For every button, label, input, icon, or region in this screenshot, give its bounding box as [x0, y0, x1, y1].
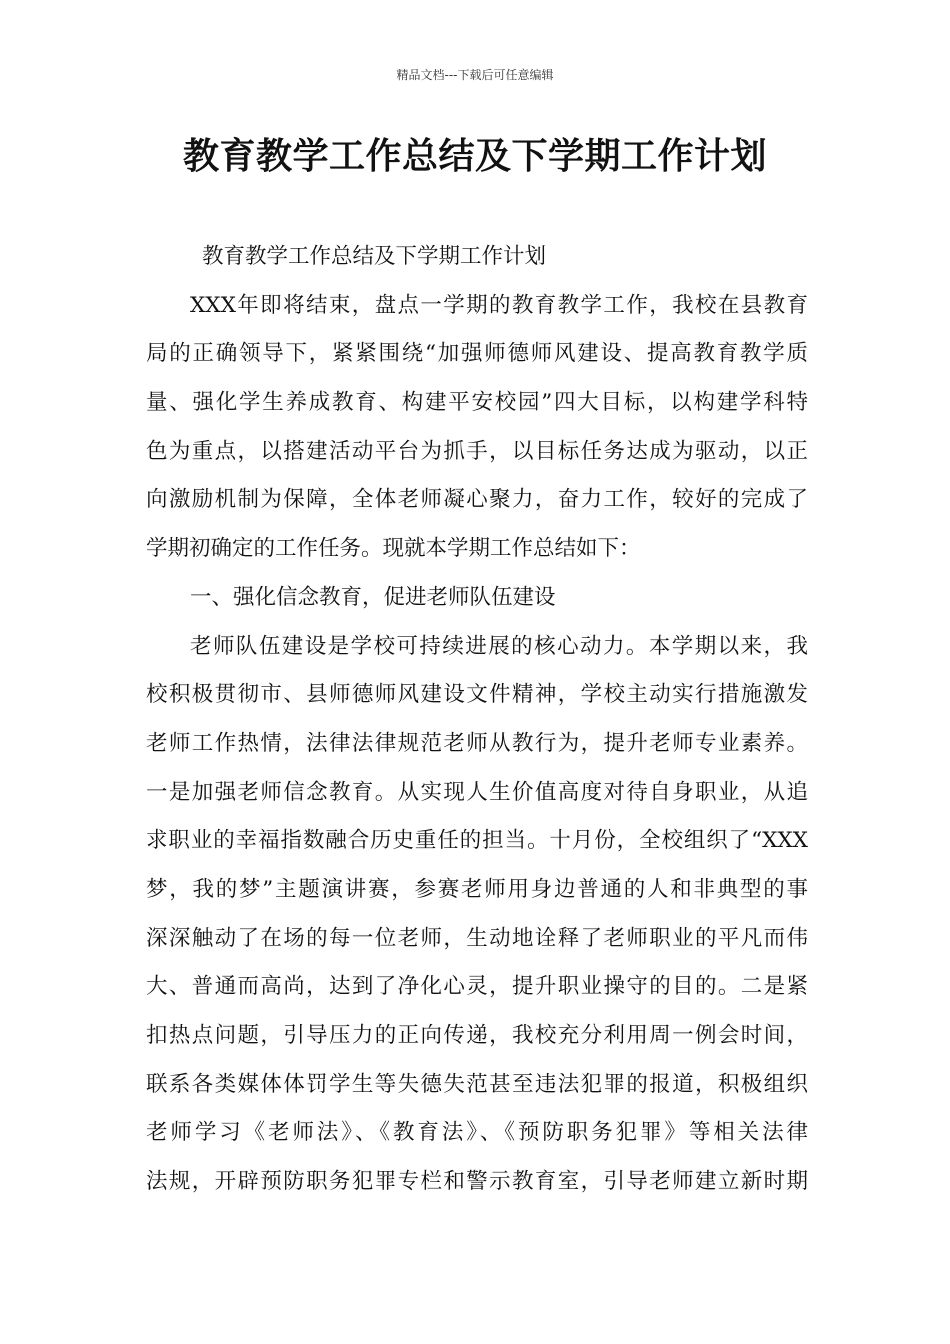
paragraph-line: 联系各类媒体体罚学生等失德失范甚至违法犯罪的报道，积极组织 — [146, 1071, 808, 1097]
paragraph-line: 扣热点问题，引导压力的正向传递，我校充分利用周一例会时间， — [146, 1023, 808, 1048]
subtitle-line: 教育教学工作总结及下学期工作计划 — [202, 244, 547, 269]
document-title: 教育教学工作总结及下学期工作计划 — [182, 136, 767, 177]
paragraph-line: 梦，我的梦”主题演讲赛，参赛老师用身边普通的人和非典型的事 — [146, 876, 808, 902]
paragraph-line: 局的正确领导下，紧紧围绕“加强师德师风建设、提高教育教学质 — [146, 341, 808, 367]
paragraph-line: 老师工作热情，法律法律规范老师从教行为，提升老师专业素养。 — [146, 730, 808, 756]
section-heading: 一、强化信念教育，促进老师队伍建设 — [190, 584, 556, 610]
paragraph-line: 量、强化学生养成教育、构建平安校园”四大目标，以构建学科特 — [146, 390, 808, 416]
paragraph-line: 向激励机制为保障，全体老师凝心聚力，奋力工作，较好的完成了 — [146, 487, 808, 513]
paragraph-line: 学期初确定的工作任务。现就本学期工作总结如下： — [146, 536, 641, 562]
paragraph-line: 法规，开辟预防职务犯罪专栏和警示教育室，引导老师建立新时期 — [146, 1169, 808, 1195]
paragraph-line: 一是加强老师信念教育。从实现人生价值高度对待自身职业，从追 — [146, 779, 808, 805]
document-body — [146, 233, 808, 1207]
header-note: 精品文档---下载后可任意编辑 — [396, 68, 554, 82]
paragraph-line: 大、普通而高尚，达到了净化心灵，提升职业操守的目的。二是紧 — [146, 974, 808, 1000]
paragraph-line: 色为重点，以搭建活动平台为抓手，以目标任务达成为驱动，以正 — [146, 438, 808, 464]
paragraph-line: XXX年即将结束，盘点一学期的教育教学工作，我校在县教育 — [190, 292, 808, 318]
paragraph-line: 老师学习《老师法》、《教育法》、《预防职务犯罪》等相关法律 — [146, 1120, 808, 1146]
paragraph-line: 深深触动了在场的每一位老师，生动地诠释了老师职业的平凡而伟 — [146, 925, 808, 951]
paragraph-line: 校积极贯彻市、县师德师风建设文件精神，学校主动实行措施激发 — [146, 682, 808, 708]
paragraph-line: 求职业的幸福指数融合历史重任的担当。十月份，全校组织了“XXX — [146, 828, 808, 854]
paragraph-line: 老师队伍建设是学校可持续进展的核心动力。本学期以来，我 — [190, 633, 808, 659]
